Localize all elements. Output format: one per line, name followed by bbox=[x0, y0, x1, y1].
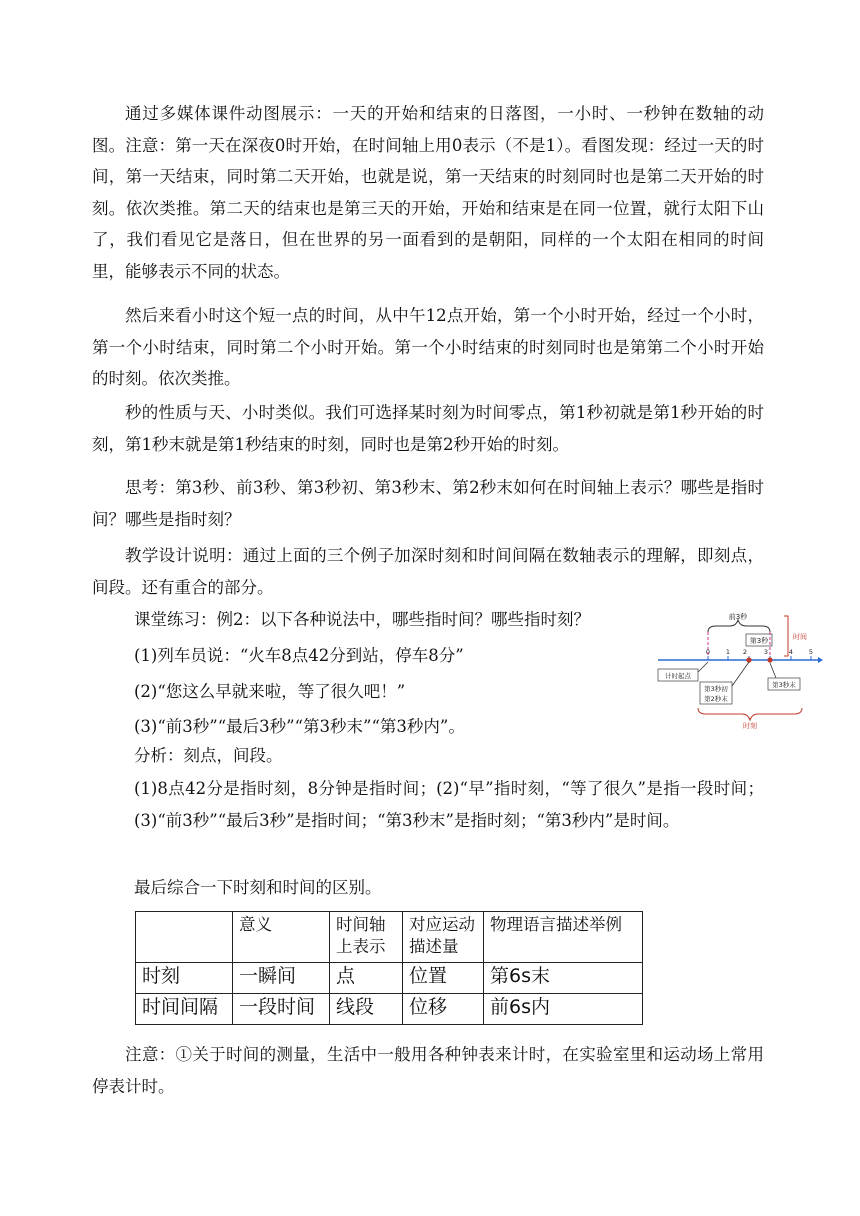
question-2: (2)“您这么早就来啦，等了很久吧！” bbox=[134, 682, 406, 701]
comparison-table bbox=[135, 911, 643, 1025]
question-3: (3)“前3秒”“最后3秒”“第3秒末”“第3秒内”。 bbox=[134, 717, 465, 736]
axis-arrow bbox=[818, 657, 823, 663]
timeline-figure bbox=[656, 610, 824, 732]
table-cell: 第6s末 bbox=[484, 963, 643, 994]
question-1: (1)列车员说：“火车8点42分到站，停车8分” bbox=[134, 646, 464, 665]
label-third-end: 第3秒末 bbox=[772, 681, 796, 689]
paragraph-design-note: 教学设计说明：通过上面的三个例子加深时刻和时间间隔在数轴表示的理解，即刻点，间段。还有重合的部分。 bbox=[92, 546, 764, 597]
table-row bbox=[136, 994, 643, 1025]
table-cell: 时刻 bbox=[136, 963, 233, 994]
timeline-diagram bbox=[656, 610, 824, 732]
tick-label: 4 bbox=[788, 648, 794, 656]
summary-intro: 最后综合一下时刻和时间的区别。 bbox=[134, 878, 382, 897]
label-third-begin: 第3秒初 bbox=[704, 685, 728, 693]
tick-label: 1 bbox=[725, 648, 731, 656]
paragraph-intro: 通过多媒体课件动图展示：一天的开始和结束的日落图，一小时、一秒钟在数轴的动图。注意：第一天在深夜0时开始，在时间轴上用0表示（不是1）。看图发现：经过一天的时间，第一天结束，同时第二天开始，也就是说，第一天结束的时刻同时也是第二天开始的时刻。依次类推。第二天的结束也是第三天的开始，开始和结束是在同一位置，就行太阳下山了，我们看见它是落日，但在世界的另一面看到的是朝阳，同样的一个太阳在相同的时间里，能够表示不同的状态。 bbox=[92, 104, 764, 281]
pointer-third-begin bbox=[732, 662, 749, 686]
pointer-start bbox=[698, 662, 708, 672]
tick-label: 3 bbox=[763, 648, 769, 656]
table-cell: 线段 bbox=[330, 994, 403, 1025]
label-start: 计时起点 bbox=[665, 672, 691, 680]
paragraph-hours: 然后来看小时这个短一点的时间，从中午12点开始，第一个小时开始，经过一个小时，第一个小时结束，同时第二个小时开始。第一个小时结束的时刻同时也是第第二个小时开始的时刻。依次类推。 bbox=[92, 306, 764, 388]
tick-label: 5 bbox=[808, 648, 814, 656]
pointer-third-end bbox=[770, 663, 776, 678]
table-header-cell: 意义 bbox=[233, 912, 330, 963]
table-cell: 时间间隔 bbox=[136, 994, 233, 1025]
point-third-begin bbox=[746, 657, 751, 662]
table-header-cell: 物理语言描述举例 bbox=[484, 912, 643, 963]
point-third-end bbox=[767, 657, 772, 662]
table-row bbox=[136, 963, 643, 994]
table-header-cell: 对应运动描述量 bbox=[403, 912, 484, 963]
tick-label: 2 bbox=[742, 648, 748, 656]
table-cell: 位置 bbox=[403, 963, 484, 994]
table-cell: 一瞬间 bbox=[233, 963, 330, 994]
paragraph-think: 思考：第3秒、前3秒、第3秒初、第3秒末、第2秒末如何在时间轴上表示？哪些是指时间？哪些是指时刻？ bbox=[92, 478, 764, 529]
exercise-prompt: 课堂练习：例2：以下各种说法中，哪些指时间？哪些指时刻？ bbox=[134, 610, 590, 629]
table-header-row bbox=[136, 912, 643, 963]
brace-first-3s bbox=[708, 620, 770, 632]
label-third-second: 第3秒 bbox=[749, 637, 769, 645]
table-header-cell: 时间轴上表示 bbox=[330, 912, 403, 963]
paragraph-answer: (1)8点42分是指时刻，8分钟是指时间；(2)“早”指时刻，“等了很久”是指一段时间；(3)“前3秒”“最后3秒”是指时间；“第3秒末”是指时刻；“第3秒内”是时间。 bbox=[134, 779, 764, 830]
paragraph-note: 注意：①关于时间的测量，生活中一般用各种钟表来计时，在实验室里和运动场上常用停表计时。 bbox=[92, 1045, 764, 1096]
table-header-cell bbox=[136, 912, 233, 963]
label-moment: 时刻 bbox=[743, 722, 757, 730]
table-cell: 位移 bbox=[403, 994, 484, 1025]
label-first-3s: 前3秒 bbox=[728, 613, 748, 621]
label-time: 时间 bbox=[793, 633, 807, 641]
label-second-end: 第2秒末 bbox=[704, 695, 728, 703]
paragraph-seconds: 秒的性质与天、小时类似。我们可选择某时刻为时间零点，第1秒初就是第1秒开始的时刻，第1秒末就是第1秒结束的时刻，同时也是第2秒开始的时刻。 bbox=[92, 403, 764, 454]
brace-moment bbox=[698, 708, 802, 720]
table-cell: 前6s内 bbox=[484, 994, 643, 1025]
bracket-time bbox=[784, 616, 788, 656]
table-cell: 点 bbox=[330, 963, 403, 994]
tick-label: 0 bbox=[705, 648, 711, 656]
analysis-line: 分析：刻点，间段。 bbox=[134, 746, 283, 765]
table-cell: 一段时间 bbox=[233, 994, 330, 1025]
